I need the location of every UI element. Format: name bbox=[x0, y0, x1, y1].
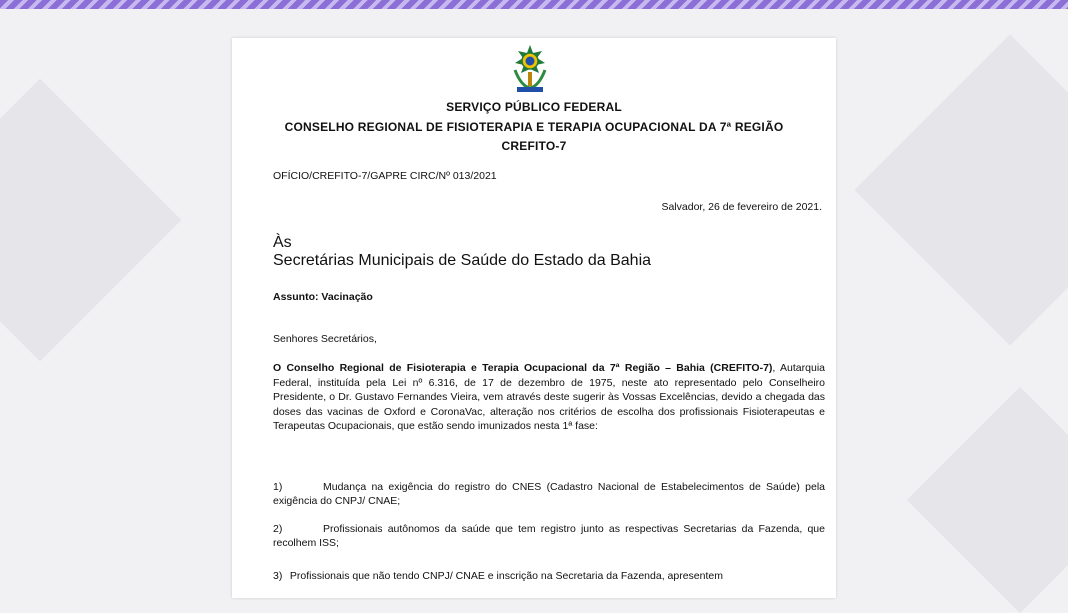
reference-number: OFÍCIO/CREFITO-7/GAPRE CIRC/Nº 013/2021 bbox=[273, 170, 497, 182]
header-line-2: CONSELHO REGIONAL DE FISIOTERAPIA E TERAPIA OCUPACIONAL DA 7ª REGIÃO bbox=[284, 120, 784, 134]
background-shape bbox=[0, 79, 181, 362]
header-line-1: SERVIÇO PÚBLICO FEDERAL bbox=[446, 100, 622, 114]
background-shape bbox=[854, 34, 1068, 345]
list-item-number: 3) bbox=[273, 570, 283, 582]
list-item-text: Mudança na exigência do registro do CNES (Cadastro Nacional de Estabelecimentos de Saúde) pela exigência do CNPJ/ CNAE; bbox=[273, 481, 825, 507]
brazil-coat-of-arms-icon bbox=[509, 44, 551, 94]
recipient-line-1: Às bbox=[273, 234, 292, 251]
background-shape bbox=[907, 387, 1068, 613]
body-text: , Autarquia Federal, instituída pela Lei nº 6.316, de 17 de dezembro de 1975, neste ato representado pelo Conselheiro Presidente, o Dr. Gustavo Fernandes Vieira, vem através deste sugerir às Vossas Excelências, devido a chegada das doses das vacinas de Oxford e CoronaVac, alteração nos critérios de escolha dos profissionais Fisioterapeutas e Terapeutas Ocupacionais, que estão sendo imunizados nesta 1ª fase: bbox=[273, 362, 825, 432]
salutation: Senhores Secretários, bbox=[273, 333, 377, 345]
date-line: Salvador, 26 de fevereiro de 2021. bbox=[661, 201, 822, 213]
body-paragraph bbox=[273, 361, 825, 434]
header-line-3: CREFITO-7 bbox=[501, 139, 567, 153]
subject-line: Assunto: Vacinação bbox=[273, 291, 373, 303]
list-item-number: 1) bbox=[273, 481, 283, 493]
list-item bbox=[273, 522, 825, 550]
body-bold-intro: O Conselho Regional de Fisioterapia e Terapia Ocupacional da 7ª Região – Bahia (CREFITO-7) bbox=[273, 362, 773, 374]
top-decorative-stripe bbox=[0, 0, 1068, 9]
list-item bbox=[273, 480, 825, 508]
list-item bbox=[273, 569, 825, 583]
recipient-line-2: Secretárias Municipais de Saúde do Estado da Bahia bbox=[273, 252, 652, 269]
list-item-text: Profissionais autônomos da saúde que tem registro junto as respectivas Secretarias da Fazenda, que recolhem ISS; bbox=[273, 523, 825, 549]
list-item-number: 2) bbox=[273, 523, 283, 535]
document-page bbox=[232, 38, 836, 598]
list-item-text: Profissionais que não tendo CNPJ/ CNAE e inscrição na Secretaria da Fazenda, apresentem bbox=[289, 570, 723, 582]
